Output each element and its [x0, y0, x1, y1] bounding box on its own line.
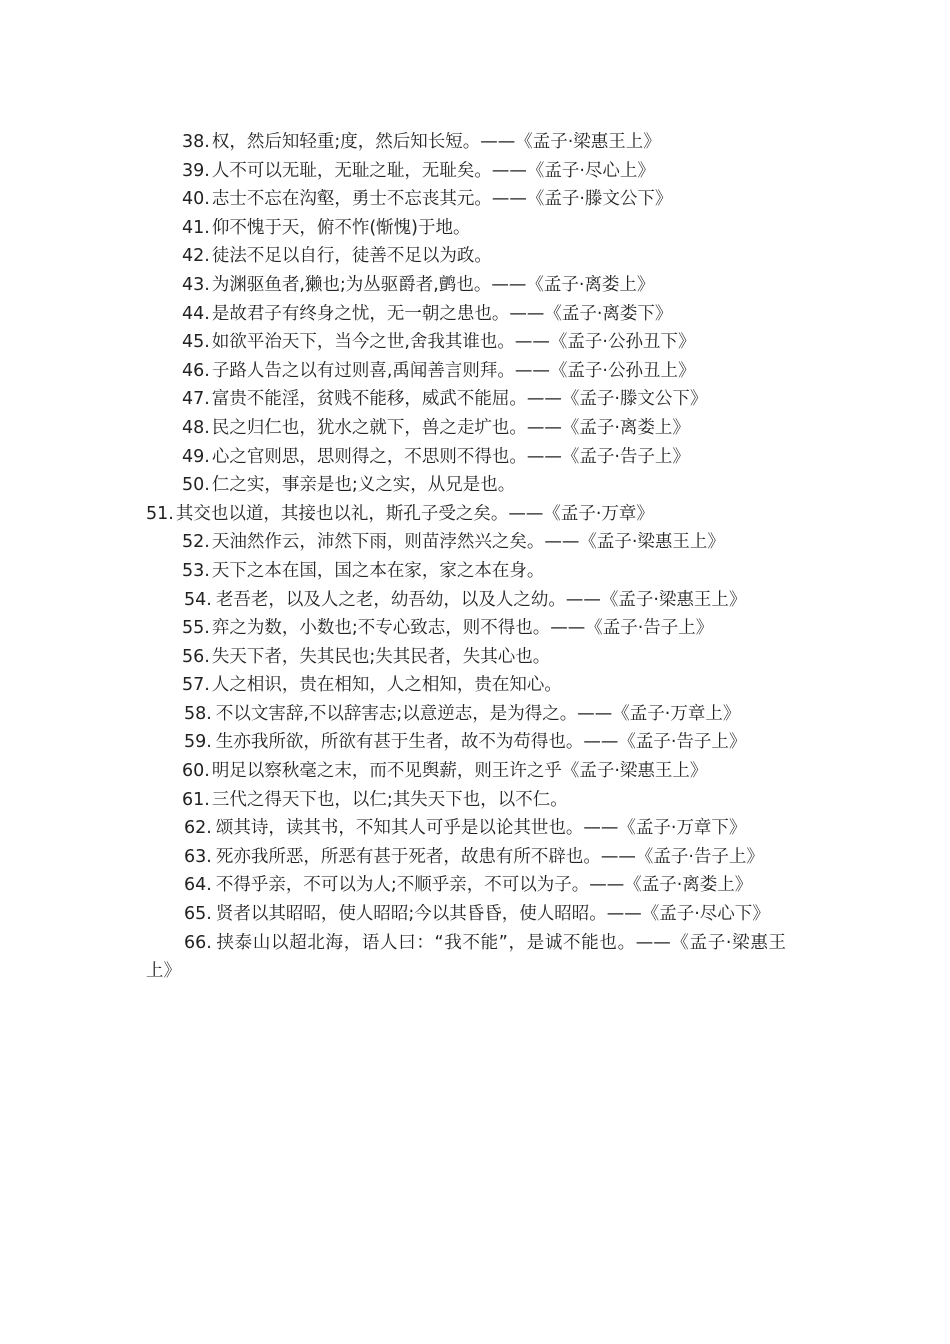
quote-item: 47. 富贵不能淫，贫贱不能移，威武不能屈。——《孟子·滕文公下》 — [182, 389, 708, 410]
quote-item: 45. 如欲平治天下，当今之世,舍我其谁也。——《孟子·公孙丑下》 — [182, 332, 696, 353]
quote-item: 58. 不以文害辞,不以辞害志;以意逆志，是为得之。——《孟子·万章上》 — [184, 703, 741, 724]
quote-item: 59. 生亦我所欲，所欲有甚于生者，故不为苟得也。——《孟子·告子上》 — [184, 732, 747, 753]
quote-item: 60. 明足以察秋毫之末，而不见舆薪，则王许之乎《孟子·梁惠王上》 — [182, 761, 708, 782]
quote-item: 53. 天下之本在国，国之本在家，家之本在身。 — [182, 560, 545, 581]
quote-item: 56. 失天下者，失其民也;失其民者，失其心也。 — [182, 646, 551, 667]
quote-item: 55. 弈之为数，小数也;不专心致志，则不得也。——《孟子·告子上》 — [182, 618, 714, 639]
quote-item: 39. 人不可以无耻，无耻之耻，无耻矣。——《孟子·尽心上》 — [182, 160, 655, 181]
quote-item: 65. 贤者以其昭昭，使人昭昭;今以其昏昏，使人昭昭。——《孟子·尽心下》 — [184, 904, 770, 925]
quote-item: 66. 挟泰山以超北海，语人曰：“我不能”，是诚不能也。——《孟子·梁惠王上》 — [146, 932, 786, 982]
quote-item: 52. 天油然作云，沛然下雨，则苗浡然兴之矣。——《孟子·梁惠王上》 — [182, 532, 725, 553]
quote-item: 64. 不得乎亲，不可以为人;不顺乎亲，不可以为子。——《孟子·离娄上》 — [184, 875, 753, 896]
quote-item: 38. 权，然后知轻重;度，然后知长短。——《孟子·梁惠王上》 — [182, 132, 661, 152]
quote-item: 46. 子路人告之以有过则喜,禹闻善言则拜。——《孟子·公孙丑上》 — [182, 360, 696, 381]
quote-item: 54. 老吾老，以及人之老，幼吾幼，以及人之幼。——《孟子·梁惠王上》 — [184, 589, 747, 610]
quote-item: 51. 其交也以道，其接也以礼，斯孔子受之矣。——《孟子·万章》 — [146, 503, 654, 524]
quote-item: 62. 颂其诗，读其书，不知其人可乎是以论其世也。——《孟子·万章下》 — [184, 818, 747, 839]
quote-item: 43. 为渊驱鱼者,獭也;为丛驱爵者,鹯也。——《孟子·离娄上》 — [182, 274, 655, 295]
quote-item: 63. 死亦我所恶，所恶有甚于死者，故患有所不辟也。——《孟子·告子上》 — [184, 846, 764, 867]
quote-item: 49. 心之官则思，思则得之，不思则不得也。——《孟子·告子上》 — [182, 446, 690, 467]
quote-item: 48. 民之归仁也，犹水之就下，兽之走圹也。——《孟子·离娄上》 — [182, 417, 690, 438]
quote-item: 50. 仁之实，事亲是也;义之实，从兄是也。 — [182, 475, 516, 496]
quote-item: 42. 徒法不足以自行，徒善不足以为政。 — [182, 246, 492, 267]
quote-item: 57. 人之相识，贵在相知，人之相知，贵在知心。 — [182, 675, 562, 696]
quote-list — [146, 128, 786, 986]
quote-item: 41. 仰不愧于天，俯不怍(惭愧)于地。 — [182, 217, 471, 238]
quote-item: 40. 志士不忘在沟壑，勇士不忘丧其元。——《孟子·滕文公下》 — [182, 189, 673, 210]
quote-item: 61. 三代之得天下也，以仁;其失天下也，以不仁。 — [182, 789, 568, 810]
quote-item: 44. 是故君子有终身之忧，无一朝之患也。——《孟子·离娄下》 — [182, 303, 673, 324]
